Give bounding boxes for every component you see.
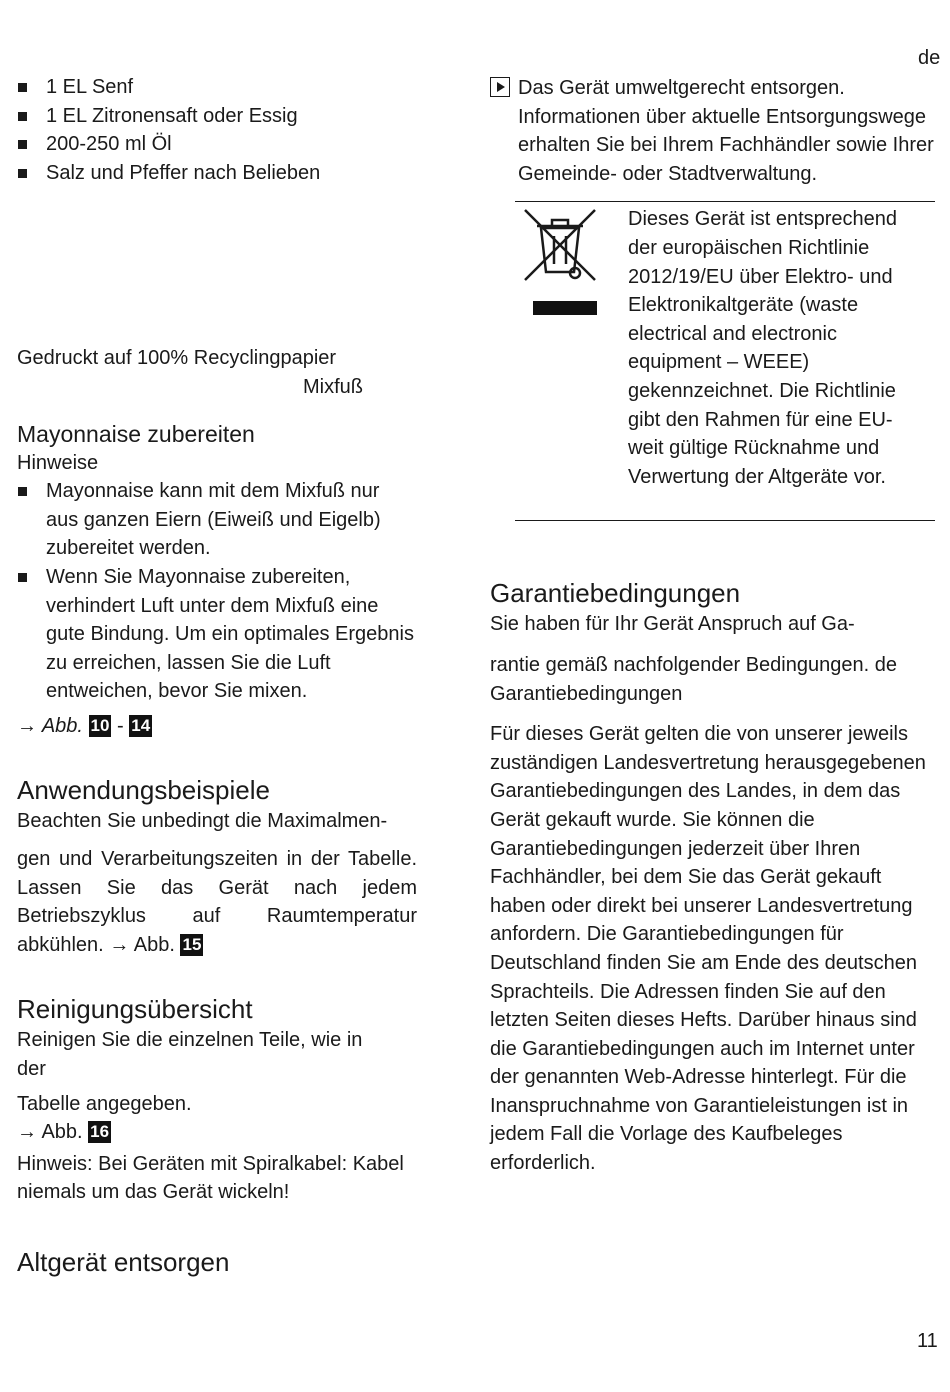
- cleaning-line: Tabelle angegeben.: [17, 1092, 192, 1115]
- list-item: 1 EL Senf: [17, 73, 417, 102]
- figure-reference: → Abb. 10 - 14: [17, 714, 151, 737]
- right-column: [490, 74, 935, 1178]
- list-item: Salz und Pfeffer nach Belieben: [17, 159, 417, 188]
- mayonnaise-heading: Mayonnaise zubereiten: [17, 420, 255, 447]
- warranty-line: rantie gemäß nachfolgender Bedingungen. de: [490, 653, 897, 676]
- examples-line: Beachten Sie unbedingt die Maximalmen-: [17, 809, 388, 832]
- disposal-info: Informationen über aktuelle Entsorgungswege erhalten Sie bei Ihrem Fachhändler sowie Ihrer Gemeinde- oder Stadtverwaltung.: [518, 105, 934, 185]
- warranty-line: Garantiebedingungen: [490, 682, 683, 705]
- play-icon: [490, 77, 510, 97]
- ingredient-list: [17, 73, 417, 187]
- disposal-heading: Altgerät entsorgen: [17, 1247, 230, 1278]
- list-item: Mayonnaise kann mit dem Mixfuß nur aus ganzen Eiern (Eiweiß und Eigelb) zubereitet werden.: [17, 477, 417, 563]
- examples-heading: Anwendungsbeispiele: [17, 774, 270, 805]
- cable-hint: Hinweis: Bei Geräten mit Spiralkabel: Kabel niemals um das Gerät wickeln!: [17, 1152, 404, 1204]
- list-item: 1 EL Zitronensaft oder Essig: [17, 102, 417, 131]
- cleaning-line: Reinigen Sie die einzelnen Teile, wie in: [17, 1029, 363, 1052]
- weee-text: Dieses Gerät ist entsprechend der europäischen Richtlinie 2012/19/EU über Elektro- und Elektronikaltgeräte (waste electrical and electronic equipment – WEEE) gekennzeichnet. Die Richtlinie gibt den Rahmen für eine EU-weit gültige Rücknahme und Verwertung der Altgeräte vor.: [628, 208, 898, 488]
- figure-badge: 16: [90, 1122, 110, 1142]
- figure-reference: → Abb. 16: [17, 1121, 110, 1144]
- printed-note: Gedruckt auf 100% Recyclingpapier: [17, 347, 337, 370]
- examples-text: gen und Verarbeitungszeiten in der Tabelle. Lassen Sie das Gerät nach jedem Betriebszyklus auf Raumtemperatur abkühlen. → Abb. 15: [17, 848, 417, 956]
- hints-list: [17, 477, 417, 706]
- page-number: 11: [917, 1330, 938, 1352]
- crossed-bin-icon: [521, 206, 601, 318]
- list-item: 200-250 ml Öl: [17, 130, 417, 159]
- warranty-body: Für dieses Gerät gelten die von unserer jeweils zuständigen Landesvertretung herausgegebenen Garantiebedingungen des Landes, in dem das Gerät gekauft wurde. Sie können die Garantiebedingungen jederzeit über Ihren Fachhändler, bei dem Sie das Gerät gekauft haben oder direkt bei unserer Landesvertretung anfordern. Die Garantiebedingungen für Deutschland finden Sie am Ende des deutschen Sprachteils. Die Adressen finden Sie auf den letzten Seiten dieses Hefts. Darüber hinaus sind die Garantiebedingungen auch im Internet unter der genannten Web-Adresse hinterlegt. Für die Inanspruchnahme von Garantieleistungen ist in jedem Fall die Vorlage des Kaufbeleges erforderlich.: [490, 723, 926, 1175]
- cleaning-heading: Reinigungsübersicht: [17, 994, 253, 1025]
- hints-label: Hinweise: [17, 451, 99, 474]
- left-column: [17, 73, 417, 1279]
- weee-notice: [515, 201, 935, 521]
- warranty-line: Sie haben für Ihr Gerät Anspruch auf Ga-: [490, 613, 855, 636]
- figure-badge: 14: [131, 715, 151, 735]
- warranty-heading: Garantiebedingungen: [490, 578, 741, 609]
- figure-badge: 10: [90, 715, 110, 735]
- list-item: Wenn Sie Mayonnaise zubereiten, verhindert Luft unter dem Mixfuß eine gute Bindung. Um ein optimales Ergebnis zu erreichen, lassen Sie die Luft entweichen, bevor Sie mixen.: [17, 563, 417, 706]
- figure-badge: 15: [182, 934, 202, 954]
- language-code: de: [918, 47, 941, 69]
- disposal-first-line: Das Gerät umweltgerecht entsorgen.: [490, 74, 935, 103]
- cleaning-line: der: [17, 1058, 46, 1081]
- mixfuss-label: Mixfuß: [303, 375, 363, 398]
